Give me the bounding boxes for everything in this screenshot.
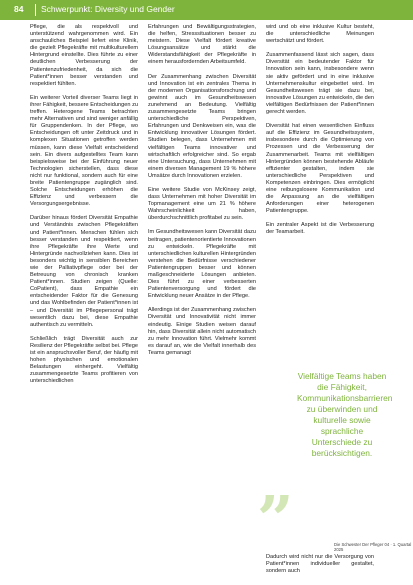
header-divider	[35, 4, 36, 16]
paragraph: Dadurch wird nicht nur die Versorgung von Patient*innen individueller gestaltet, sondern auch	[266, 554, 374, 575]
paragraph: Eine weitere Studie von McKinsey zeigt, dass Unternehmen mit hoher Diversität im Topmanagement eine um 21 % höhere Wahrscheinlichkeit haben, überdurchschnittlich profitabel zu sein.	[148, 186, 256, 222]
paragraph: Erfahrungen und Bewältigungsstrategien, die helfen, Stresssituationen besser zu meistern. Diese Vielfalt fördert kreative Lösungsansätze und stärkt die Widerstandsfähigkeit der Pflegekräfte in einem herausfordernden Arbeitsumfeld.	[148, 24, 256, 66]
journal-footer: Die Schwester Der Pfleger 04 · 1. Quartal 2025	[334, 542, 412, 552]
paragraph: Pflege, die als respektvoll und unterstützend wahrgenommen wird. Ein anschauliches Beispiel liefert eine Klinik, die gezielt Pflegekräfte mit multikulturellem Hintergrund einstellte. Dies führte zu einer deutlichen Verbesserung der Patientenzufriedenheit, da sich die Patient*innen besser verstanden und respektiert fühlten.	[30, 24, 138, 87]
quote-mark-icon: „	[258, 446, 295, 521]
page-number: 84	[14, 4, 24, 14]
text-column-3-bottom	[266, 554, 374, 575]
text-column-2	[148, 24, 256, 364]
paragraph: Ein weiterer Vorteil diverser Teams liegt in ihrer Fähigkeit, bessere Entscheidungen zu treffen. Heterogene Teams betrachten mehr Alternativen und sind weniger anfällig für Gruppendenken. In der Pflege, wo Entscheidungen oft unter Zeitdruck und in komplexen Situationen getroffen werden müssen, kann diese Vielfalt entscheidend sein. Ein divers aufgestelltes Team kann beispielsweise bei der Einführung neuer Technologien sicherstellen, dass diese nicht nur funktional, sondern auch für eine breite Patientengruppe zugänglich sind. Solche Entscheidungen erhöhen die Effizienz und verbessern die Versorgungsergebnisse.	[30, 94, 138, 208]
paragraph: Zusammenfassend lässt sich sagen, dass Diversität ein bedeutender Faktor für Innovation sein kann, insbesondere wenn sie aktiv gefördert und in eine inklusive Unternehmenskultur eingebettet wird. Im Gesundheitswesen trägt sie dazu bei, innovative Lösungen zu entwickeln, die den vielfältigen Bedürfnissen der Patient*innen gerecht werden.	[266, 52, 374, 116]
paragraph: wird und ob eine inklusive Kultur besteht, die unterschiedliche Meinungen wertschätzt und fördert.	[266, 24, 374, 45]
text-column-1	[30, 24, 138, 393]
paragraph: Der Zusammenhang zwischen Diversität und Innovation ist ein zentrales Thema in der modernen Organisationsforschung und gewinnt auch im Gesundheitswesen zunehmend an Bedeutung. Vielfältig zusammengesetzte Teams bringen unterschiedliche Perspektiven, Erfahrungen und Denkweisen ein, was die Entwicklung innovativer Lösungen fördert. Studien belegen, dass Unternehmen mit vielfältigen Teams innovativer und wirtschaftlich erfolgreicher sind. So ergab eine Untersuchung, dass Unternehmen mit einem diversen Management 19 % höhere Umsätze durch Innovationen erzielen.	[148, 73, 256, 179]
page-header-bar	[0, 0, 413, 20]
paragraph: Darüber hinaus fördert Diversität Empathie und Verständnis zwischen Pflegekräften und Patient*innen. Menschen fühlen sich besser verstanden und respektiert, wenn ihre Pflegekräfte ihre Werte und Hintergründe nachvollziehen kann. Dies ist besonders wichtig in sensiblen Bereichen wie der Palliativpflege oder bei der Betreuung von chronisch kranken Patient*innen. Studien zeigen (Quelle: CoPatient), dass Empathie ein entscheidender Faktor für die Genesung und das Wohlbefinden der Patient*innen ist – und Diversität im Pflegepersonal trägt wesentlich dazu bei, diese Empathie authentisch zu vermitteln.	[30, 215, 138, 328]
paragraph: Ein zentraler Aspekt ist die Verbesserung der Teamarbeit.	[266, 222, 374, 236]
paragraph: Allerdings ist der Zusammenhang zwischen Diversität und Innovativität nicht immer eindeutig. Einige Studien weisen darauf hin, dass Diversität allein nicht automatisch zu mehr Innovation führt. Vielmehr kommt es darauf an, wie die Vielfalt innerhalb des Teams gemanagt	[148, 307, 256, 356]
section-title: Schwerpunkt: Diversity und Gender	[41, 4, 175, 14]
text-column-3	[266, 24, 374, 244]
pull-quote: Vielfältige Teams haben die Fähigkeit, Kommunikationsbarrieren zu überwinden und kulturelle sowie sprachliche Unterschiede zu berücksichtigen.	[297, 371, 393, 458]
paragraph: Im Gesundheitswesen kann Diversität dazu beitragen, patientenorientierte Innovationen zu entwickeln. Pflegekräfte mit unterschiedlichen kulturellen Hintergründen verstehen die Bedürfnisse verschiedener Patientengruppen besser und können maßgeschneiderte Lösungen anbieten. Dies führt zu einer verbesserten Patientenversorgung und fördert die Entwicklung neuer Ansätze in der Pflege.	[148, 229, 256, 300]
paragraph: Diversität hat einen wesentlichen Einfluss auf die Effizienz im Gesundheitssystem, insbesondere durch die Optimierung von Prozessen und die Verbesserung der Zusammenarbeit. Teams mit vielfältigen Hintergründen können bestehende Abläufe effizienter gestalten, indem sie unterschiedliche Perspektiven und Kompetenzen einbringen. Dies ermöglicht eine reibungslosere Kommunikation und die Anpassung an die vielfältigen Anforderungen einer heterogenen Patientengruppe.	[266, 123, 374, 215]
paragraph: Schließlich trägt Diversität auch zur Resilienz der Pflegekräfte selbst bei. Pflege ist ein anspruchsvoller Beruf, der häufig mit hohen physischen und emotionalen Belastungen einhergeht. Vielfältig zusammengesetzte Teams profitieren von unterschiedlichen	[30, 335, 138, 385]
